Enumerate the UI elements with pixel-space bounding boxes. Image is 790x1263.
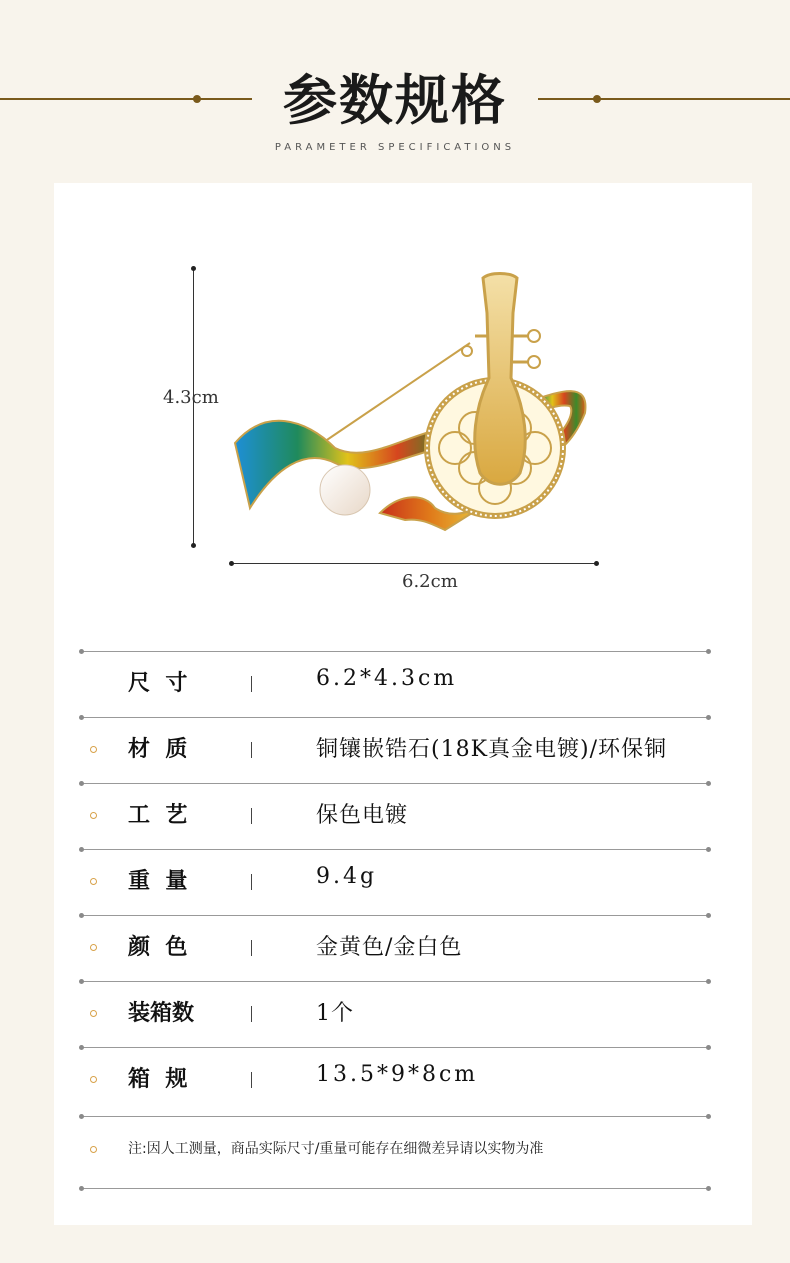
spec-value: 铜镶嵌锆石(18K真金电镀)/环保铜 (316, 737, 668, 762)
spec-separator (251, 874, 252, 890)
bullet-icon (90, 1146, 97, 1153)
height-label: 4.3cm (163, 387, 219, 408)
bullet-icon (90, 944, 97, 951)
spec-label: 尺 寸 (128, 670, 188, 696)
spec-row-craft (82, 784, 708, 849)
spec-value: 1个 (316, 1001, 354, 1026)
spec-separator (251, 742, 252, 758)
spec-label: 箱 规 (128, 1066, 188, 1092)
page-subtitle: PARAMETER SPECIFICATIONS (274, 142, 516, 153)
spec-row-pack-qty (82, 982, 708, 1047)
spec-label: 颜 色 (128, 934, 188, 960)
width-label: 6.2cm (402, 571, 458, 592)
table-divider (82, 1188, 708, 1189)
spec-label: 装箱数 (128, 1000, 195, 1026)
spec-value: 9.4g (316, 864, 378, 889)
width-dimension-dot-left (229, 561, 234, 566)
width-dimension-dot-right (594, 561, 599, 566)
spec-separator (251, 808, 252, 824)
spec-value: 13.5*9*8cm (316, 1062, 479, 1087)
spec-row-box-size (82, 1048, 708, 1113)
bullet-icon (90, 878, 97, 885)
measurement-note: 注:因人工测量，商品实际尺寸/重量可能存在细微差异请以实物为准 (128, 1141, 544, 1157)
page-title: 参数规格 (283, 68, 507, 132)
bullet-icon (90, 812, 97, 819)
height-dimension-dot-top (191, 266, 196, 271)
note-row (82, 1118, 708, 1183)
pipa-brooch-image (225, 268, 595, 543)
spec-label: 材 质 (128, 736, 188, 762)
bullet-icon (90, 1010, 97, 1017)
height-dimension-dot-bottom (191, 543, 196, 548)
spec-separator (251, 1072, 252, 1088)
spec-label: 重 量 (128, 868, 188, 894)
bullet-icon (90, 746, 97, 753)
spec-value: 保色电镀 (316, 803, 409, 828)
spec-label: 工 艺 (128, 802, 188, 828)
spec-separator (251, 940, 252, 956)
spec-row-weight (82, 850, 708, 915)
spec-row-size (82, 652, 708, 717)
bullet-icon (90, 1076, 97, 1083)
spec-separator (251, 676, 252, 692)
spec-row-material (82, 718, 708, 783)
spec-value: 6.2*4.3cm (316, 666, 458, 691)
spec-separator (251, 1006, 252, 1022)
spec-row-color (82, 916, 708, 981)
width-dimension-line (231, 563, 596, 564)
spec-value: 金黄色/金白色 (316, 935, 463, 960)
table-divider (82, 1116, 708, 1117)
